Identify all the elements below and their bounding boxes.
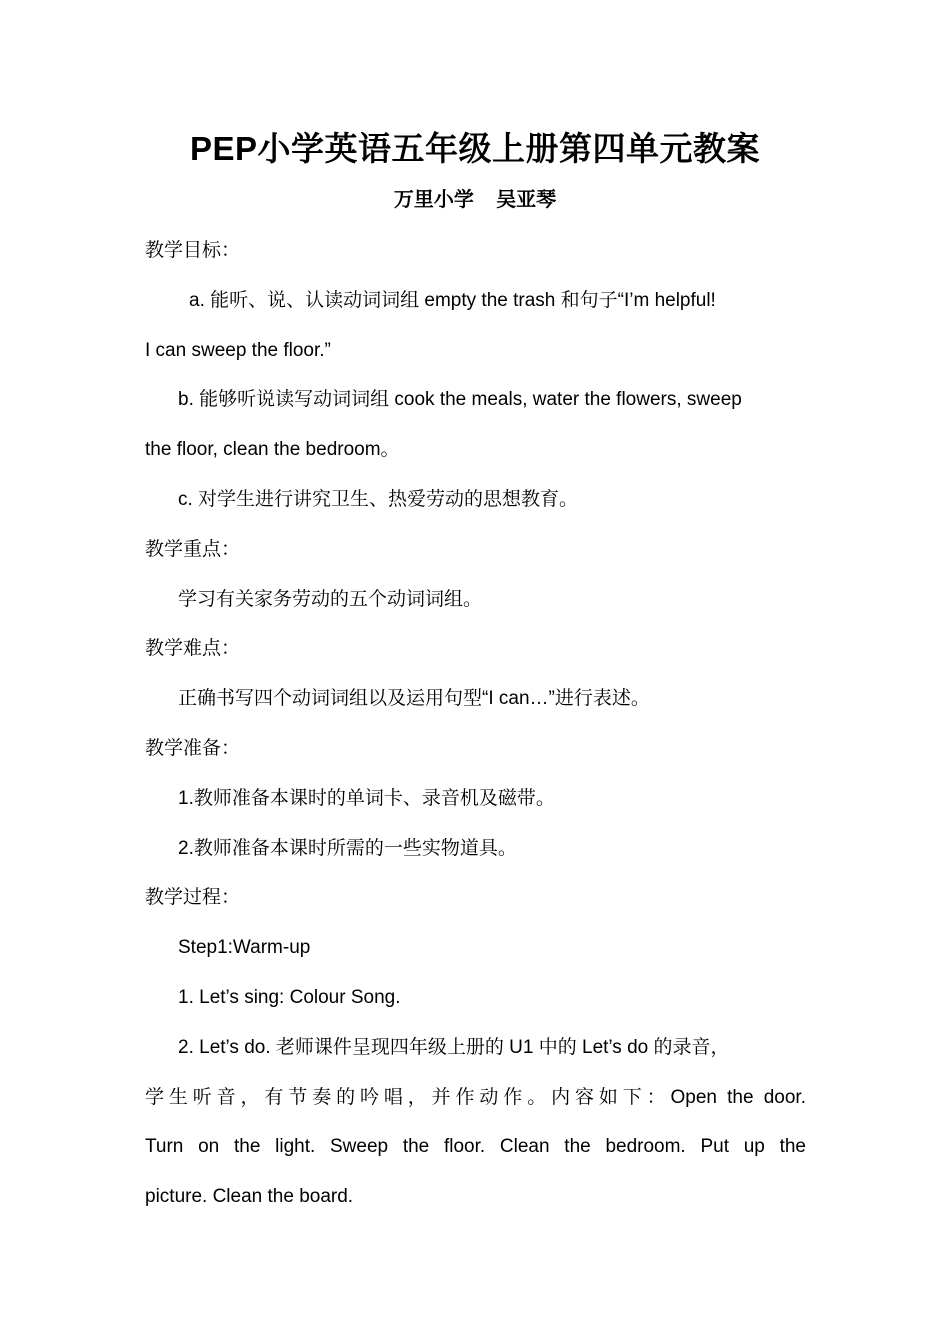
objective-b-line2: the floor, clean the bedroom。 [145,439,400,461]
teacher-name: 吴亚琴 [496,189,557,211]
objective-a-line2: I can sweep the floor.” [145,339,331,361]
preparation-heading: 教学准备： [145,737,241,759]
step1-item-2-line2: 学生听音，有节奏的吟唱，并作动作。内容如下：Open the door. [145,1086,806,1108]
author-line [0,184,950,216]
difficulties-text: 正确书写四个动词词组以及运用句型“I can…”进行表述。 [178,688,650,710]
preparation-item-2: 2.教师准备本课时所需的一些实物道具。 [178,837,517,859]
objective-c: c. 对学生进行讲究卫生、热爱劳动的思想教育。 [178,488,579,510]
key-points-heading: 教学重点： [145,538,241,560]
document-body [145,226,806,1222]
author-gap [474,189,496,211]
document-title: PEP小学英语五年级上册第四单元教案 [189,130,761,167]
step1-item-1: 1. Let’s sing: Colour Song. [178,986,401,1008]
key-points-text: 学习有关家务劳动的五个动词词组。 [178,588,483,610]
objective-a-line1: a. 能听、说、认读动词词组 empty the trash 和句子“I’m helpful! [189,289,716,311]
preparation-item-1: 1.教师准备本课时的单词卡、录音机及磁带。 [178,787,555,809]
school-name: 万里小学 [393,189,474,211]
difficulties-heading: 教学难点： [145,638,241,660]
step1-item-2-line4: picture. Clean the board. [145,1186,354,1208]
objectives-heading: 教学目标： [145,240,241,261]
process-heading: 教学过程： [145,887,241,909]
step1-item-2-line3: Turn on the light. Sweep the floor. Clean the bedroom. Put up the [145,1136,806,1158]
step1-item-2-line1: 2. Let’s do. 老师课件呈现四年级上册的 U1 中的 Let’s do 的录音， [178,1036,730,1058]
objective-b-line1: b. 能够听说读写动词词组 cook the meals, water the flowers, sweep [178,389,742,411]
step1-heading: Step1:Warm-up [178,937,311,959]
